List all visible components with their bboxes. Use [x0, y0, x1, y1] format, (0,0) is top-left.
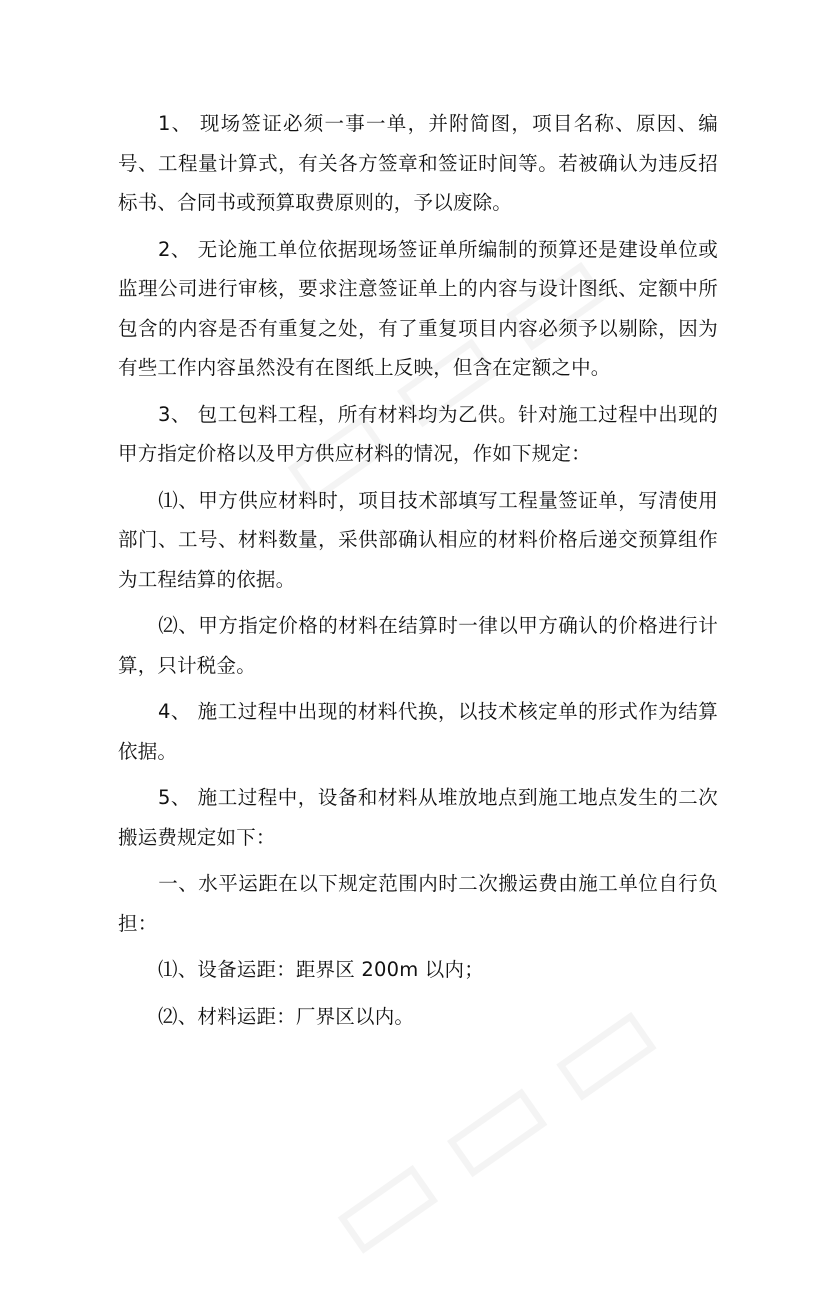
paragraph-3-item-2: ⑵、甲方指定价格的材料在结算时一律以甲方确认的价格进行计算，只计税金。 [118, 614, 718, 677]
paragraph-5-section-1: 一、水平运距在以下规定范围内时二次搬运费由施工单位自行负担： [118, 872, 718, 935]
paragraph-3: 3、 包工包料工程，所有材料均为乙供。针对施工过程中出现的甲方指定价格以及甲方供应材料的情况，作如下规定： [118, 402, 718, 465]
paragraph-5-item-2: ⑵、材料运距：厂界区以内。 [158, 1004, 415, 1028]
paragraph-1: 1、 现场签证必须一事一单，并附简图，项目名称、原因、编号、工程量计算式，有关各方签章和签证时间等。若被确认为违反招标书、合同书或预算取费原则的，予以废除。 [118, 112, 718, 214]
paragraph-3-item-1: ⑴、甲方供应材料时，项目技术部填写工程量签证单，写清使用部门、工号、材料数量，采供部确认相应的材料价格后递交预算组作为工程结算的依据。 [118, 488, 718, 591]
paragraph-5: 5、 施工过程中，设备和材料从堆放地点到施工地点发生的二次搬运费规定如下： [118, 786, 718, 849]
paragraph-2: 2、 无论施工单位依据现场签证单所编制的预算还是建设单位或监理公司进行审核，要求注意签证单上的内容与设计图纸、定额中所包含的内容是否有重复之处，有了重复项目内容必须予以剔除，因为有些工作内容虽然没有在图纸上反映，但含在定额之中。 [118, 237, 718, 379]
paragraph-4: 4、 施工过程中出现的材料代换，以技术核定单的形式作为结算依据。 [118, 700, 718, 763]
paragraph-5-item-1: ⑴、设备运距：距界区 200m 以内； [158, 958, 484, 981]
document-body [118, 104, 718, 1043]
